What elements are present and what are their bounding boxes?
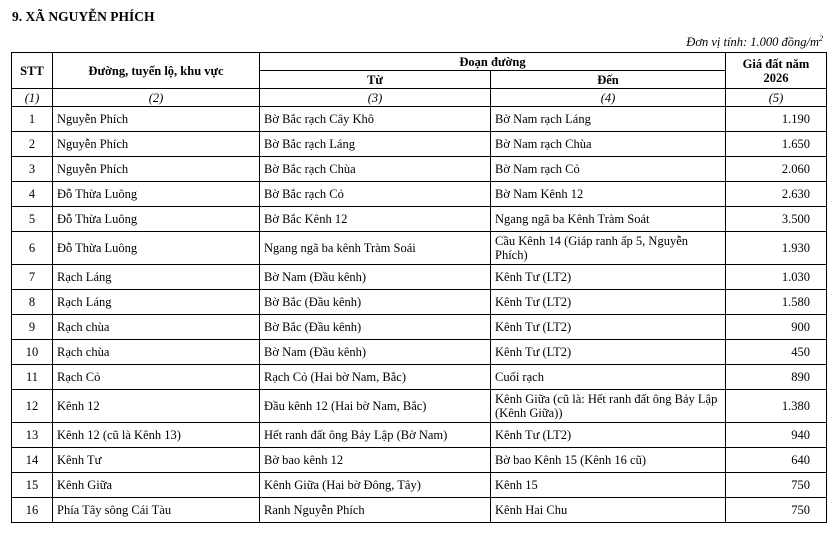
cell-from: Rạch Cỏ (Hai bờ Nam, Bắc) [260, 365, 491, 390]
cell-stt: 5 [12, 207, 53, 232]
cell-to: Kênh 15 [491, 473, 726, 498]
cell-to: Bờ Nam rạch Láng [491, 107, 726, 132]
cell-road: Kênh 12 (cũ là Kênh 13) [53, 423, 260, 448]
cell-to: Kênh Tư (LT2) [491, 340, 726, 365]
cell-road: Kênh Tư [53, 448, 260, 473]
unit-superscript: 2 [819, 34, 823, 43]
table-row [12, 232, 827, 265]
header-road: Đường, tuyến lộ, khu vực [53, 53, 260, 89]
cell-price: 1.650 [726, 132, 827, 157]
header-stt: STT [12, 53, 53, 89]
cell-to: Kênh Tư (LT2) [491, 315, 726, 340]
cell-road: Kênh 12 [53, 390, 260, 423]
cell-road: Rạch chùa [53, 340, 260, 365]
cell-road: Nguyễn Phích [53, 107, 260, 132]
table-row [12, 498, 827, 523]
header-price: Giá đất năm 2026 [726, 53, 827, 89]
table-row [12, 315, 827, 340]
table-row [12, 157, 827, 182]
cell-from: Bờ Bắc (Đầu kênh) [260, 290, 491, 315]
cell-road: Rạch Cỏ [53, 365, 260, 390]
cell-from: Ngang ngã ba kênh Tràm Soái [260, 232, 491, 265]
cell-price: 750 [726, 473, 827, 498]
cell-stt: 11 [12, 365, 53, 390]
cell-from: Bờ Bắc rạch Cỏ [260, 182, 491, 207]
unit-text: Đơn vị tính: 1.000 đồng/m [686, 35, 819, 50]
cell-to: Kênh Hai Chu [491, 498, 726, 523]
cell-road: Rạch chùa [53, 315, 260, 340]
land-price-table [11, 52, 827, 523]
cell-stt: 10 [12, 340, 53, 365]
index-cell: (2) [53, 89, 260, 107]
cell-to: Kênh Tư (LT2) [491, 290, 726, 315]
cell-to: Kênh Tư (LT2) [491, 265, 726, 290]
table-row [12, 365, 827, 390]
cell-from: Bờ Bắc rạch Chùa [260, 157, 491, 182]
cell-to: Cuối rạch [491, 365, 726, 390]
cell-from: Bờ Nam (Đầu kênh) [260, 265, 491, 290]
cell-stt: 16 [12, 498, 53, 523]
cell-price: 750 [726, 498, 827, 523]
table-row [12, 107, 827, 132]
cell-price: 940 [726, 423, 827, 448]
cell-price: 1.930 [726, 232, 827, 265]
cell-price: 2.630 [726, 182, 827, 207]
cell-stt: 14 [12, 448, 53, 473]
cell-price: 1.380 [726, 390, 827, 423]
cell-to: Cầu Kênh 14 (Giáp ranh ấp 5, Nguyễn Phích) [491, 232, 726, 265]
cell-price: 1.190 [726, 107, 827, 132]
cell-to: Bờ Nam Kênh 12 [491, 182, 726, 207]
cell-from: Hết ranh đất ông Bảy Lập (Bờ Nam) [260, 423, 491, 448]
table-row [12, 390, 827, 423]
cell-price: 900 [726, 315, 827, 340]
table-row [12, 340, 827, 365]
cell-to: Bờ bao Kênh 15 (Kênh 16 cũ) [491, 448, 726, 473]
cell-stt: 6 [12, 232, 53, 265]
index-cell: (1) [12, 89, 53, 107]
table-row [12, 265, 827, 290]
table-row [12, 423, 827, 448]
cell-price: 2.060 [726, 157, 827, 182]
table-row [12, 207, 827, 232]
header-from: Từ [260, 71, 491, 89]
table-row [12, 132, 827, 157]
cell-road: Kênh Giữa [53, 473, 260, 498]
table-row [12, 182, 827, 207]
cell-road: Đỗ Thừa Luông [53, 232, 260, 265]
cell-price: 450 [726, 340, 827, 365]
cell-price: 1.030 [726, 265, 827, 290]
cell-stt: 12 [12, 390, 53, 423]
table-row [12, 290, 827, 315]
index-cell: (3) [260, 89, 491, 107]
cell-from: Bờ Bắc rạch Cây Khô [260, 107, 491, 132]
cell-from: Bờ bao kênh 12 [260, 448, 491, 473]
cell-road: Phía Tây sông Cái Tàu [53, 498, 260, 523]
cell-stt: 4 [12, 182, 53, 207]
page-title: 9. XÃ NGUYỄN PHÍCH [12, 9, 155, 24]
cell-from: Bờ Bắc Kênh 12 [260, 207, 491, 232]
cell-road: Nguyễn Phích [53, 157, 260, 182]
cell-road: Rạch Láng [53, 265, 260, 290]
cell-road: Rạch Láng [53, 290, 260, 315]
cell-price: 1.580 [726, 290, 827, 315]
header-segment: Đoạn đường [260, 53, 726, 71]
cell-stt: 9 [12, 315, 53, 340]
cell-to: Kênh Tư (LT2) [491, 423, 726, 448]
cell-from: Kênh Giữa (Hai bờ Đông, Tây) [260, 473, 491, 498]
cell-stt: 15 [12, 473, 53, 498]
cell-to: Bờ Nam rạch Cỏ [491, 157, 726, 182]
cell-stt: 13 [12, 423, 53, 448]
cell-road: Đỗ Thừa Luông [53, 182, 260, 207]
cell-to: Kênh Giữa (cũ là: Hết ranh đất ông Bảy Lập (Kênh Giữa)) [491, 390, 726, 423]
cell-from: Ranh Nguyễn Phích [260, 498, 491, 523]
cell-stt: 2 [12, 132, 53, 157]
header-to: Đến [491, 71, 726, 89]
cell-price: 3.500 [726, 207, 827, 232]
cell-price: 890 [726, 365, 827, 390]
table-row [12, 473, 827, 498]
cell-stt: 1 [12, 107, 53, 132]
index-row [12, 89, 827, 107]
cell-road: Đỗ Thừa Luông [53, 207, 260, 232]
cell-stt: 3 [12, 157, 53, 182]
cell-stt: 7 [12, 265, 53, 290]
cell-to: Ngang ngã ba Kênh Tràm Soát [491, 207, 726, 232]
index-cell: (4) [491, 89, 726, 107]
cell-road: Nguyễn Phích [53, 132, 260, 157]
table-row [12, 448, 827, 473]
cell-from: Đầu kênh 12 (Hai bờ Nam, Bắc) [260, 390, 491, 423]
cell-price: 640 [726, 448, 827, 473]
cell-stt: 8 [12, 290, 53, 315]
cell-from: Bờ Bắc (Đầu kênh) [260, 315, 491, 340]
cell-to: Bờ Nam rạch Chùa [491, 132, 726, 157]
table-body [12, 107, 827, 523]
unit-note [686, 34, 823, 50]
cell-from: Bờ Nam (Đầu kênh) [260, 340, 491, 365]
cell-from: Bờ Bắc rạch Láng [260, 132, 491, 157]
index-cell: (5) [726, 89, 827, 107]
